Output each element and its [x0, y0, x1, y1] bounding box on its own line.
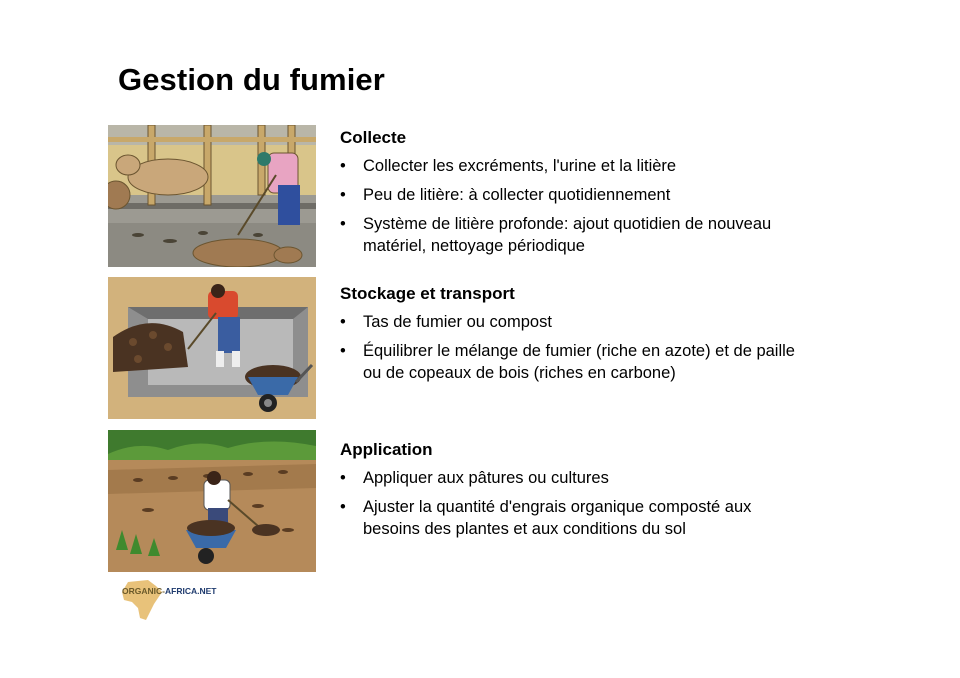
field-spreading-illustration: [108, 430, 316, 572]
bullet-list: [340, 311, 800, 384]
bullet-item: • Appliquer aux pâtures ou cultures: [340, 467, 800, 489]
cattle-stable-illustration: [108, 125, 316, 267]
bullet-list: [340, 467, 800, 540]
compost-pit-illustration: [108, 277, 316, 419]
logo-text: [122, 586, 216, 596]
section-heading: Stockage et transport: [340, 284, 515, 303]
bullet-item: • Tas de fumier ou compost: [340, 311, 800, 333]
bullet-item: • Collecter les excréments, l'urine et la litière: [340, 155, 800, 177]
logo-text-organic: ORGANIC-: [122, 586, 165, 596]
section-heading: Collecte: [340, 128, 407, 147]
organic-africa-logo: [118, 578, 228, 622]
bullet-item: • Système de litière profonde: ajout quotidien de nouveau matériel, nettoyage périodique: [340, 213, 800, 257]
bullet-item: • Équilibrer le mélange de fumier (riche en azote) et de paille ou de copeaux de bois (riches en carbone): [340, 340, 800, 384]
section-application: [340, 440, 800, 547]
logo-text-africa: AFRICA.NET: [164, 586, 217, 596]
section-stockage: [340, 284, 800, 391]
africa-map-logo: [118, 578, 168, 622]
page-title: Gestion du fumier: [118, 62, 385, 97]
section-heading: Application: [340, 440, 433, 459]
bullet-item: • Ajuster la quantité d'engrais organique composté aux besoins des plantes et aux conditions du sol: [340, 496, 800, 540]
section-collecte: [340, 128, 800, 264]
bullet-list: [340, 155, 800, 257]
bullet-item: • Peu de litière: à collecter quotidiennement: [340, 184, 800, 206]
